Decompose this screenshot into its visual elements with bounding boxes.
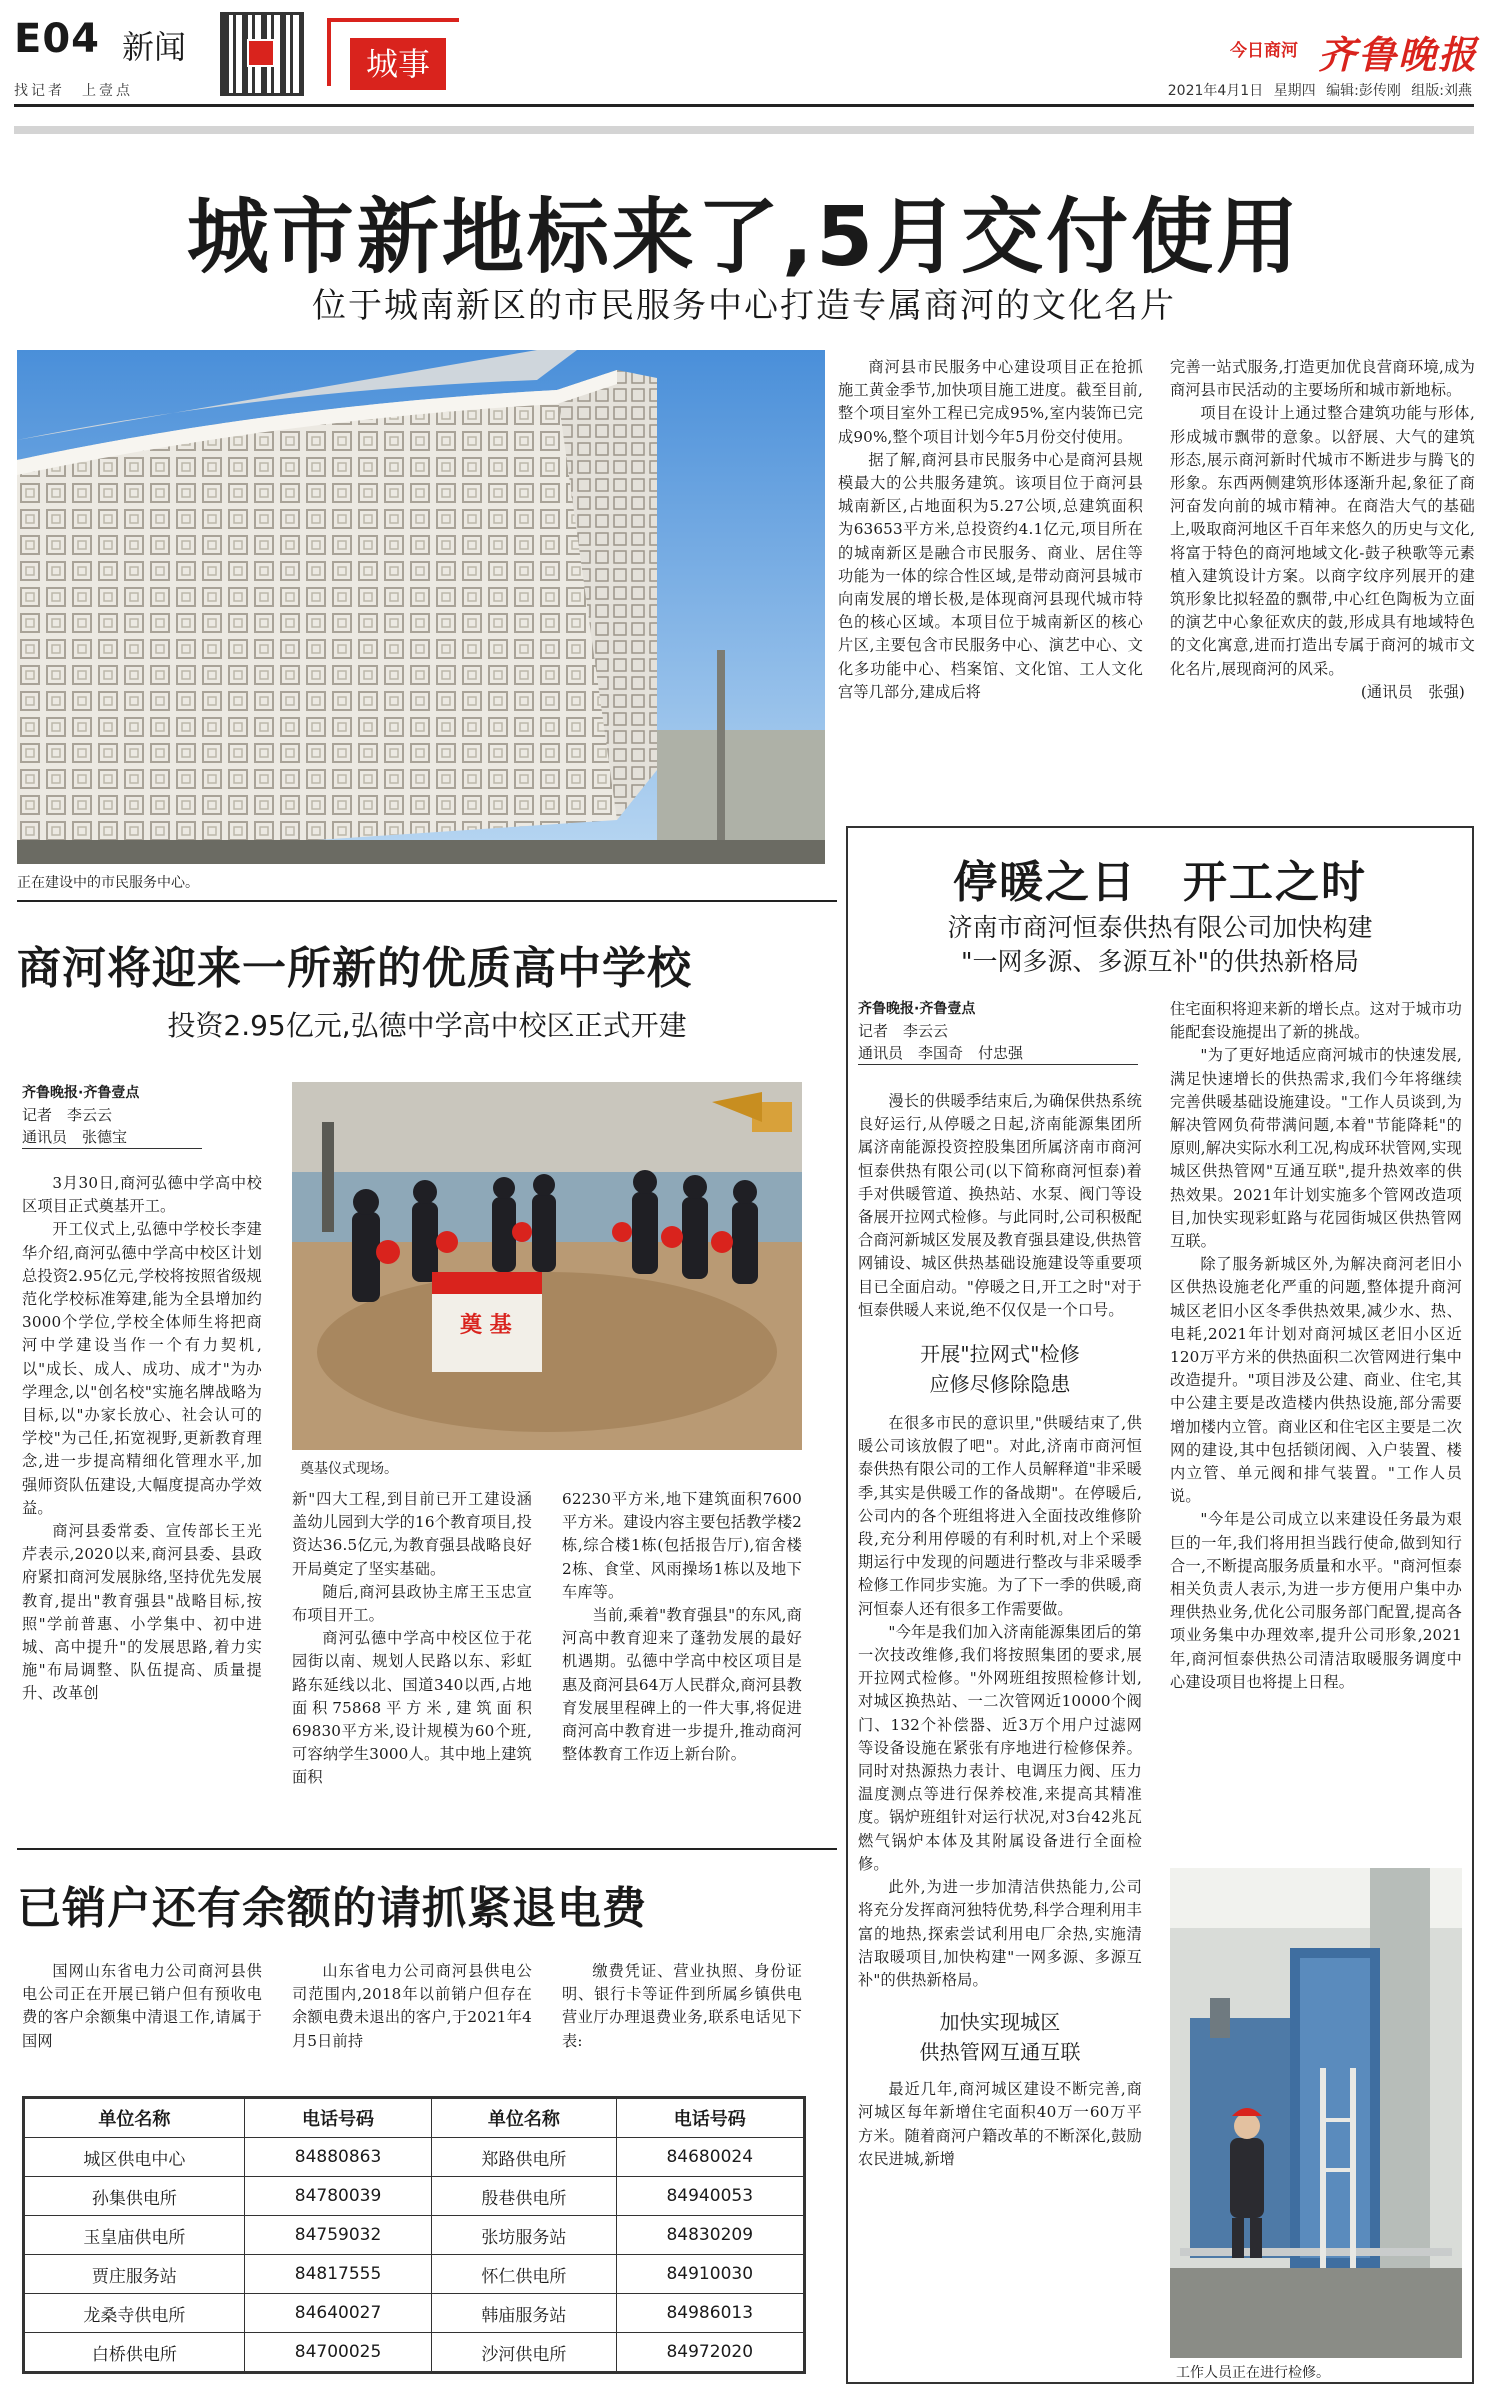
table-cell: 城区供电中心 xyxy=(25,2138,245,2177)
table-header: 单位名称 xyxy=(25,2099,245,2138)
heating-paragraph: "今年是公司成立以来建设任务最为艰巨的一年,我们将用担当践行使命,做到知行合一,不断提高服务质量和水平。"商河恒泰相关负责人表示,为进一步方便用户集中办理供热业务,优化公司服务部门配置,提高各项业务集中办理效率,提升公司形象,2021年,商河恒泰供热公司清洁取暖服务调度中心建设项目也将提上日程。 xyxy=(1170,1510,1462,1691)
power-paragraph: 国网山东省电力公司商河县供电公司正在开展已销户但有预收电费的客户余额集中清退工作,请属于国网 xyxy=(22,1962,262,2050)
table-row xyxy=(25,2294,804,2333)
school-subhead: 投资2.95亿元,弘德中学高中校区正式开建 xyxy=(167,1009,687,1042)
table-cell: 龙桑寺供电所 xyxy=(25,2294,245,2333)
heating-byline xyxy=(858,998,1138,1065)
heating-paragraph: "今年是我们加入济南能源集团后的第一次技改维修,我们将按照集团的要求,展开拉网式检修。"外网班组按照检修计划,对城区换热站、一二次管网近10000个阀门、132个补偿器、近3万个用户过滤网等设备设施在紧张有序地进行检修保养。同时对热源热力表计、电调压力阀、压力温度测点等进行保养校准,来提高其精准度。锅炉班组针对运行状况,对3台42兆瓦燃气锅炉本体及其附属设备进行全面检修。 xyxy=(858,1622,1142,1873)
ceremony-illustration xyxy=(292,1082,802,1450)
table-cell: 84986013 xyxy=(616,2294,803,2333)
school-column-a xyxy=(292,1488,532,1790)
table-cell: 84830209 xyxy=(616,2216,803,2255)
byline-correspondent: 通讯员 李国奇 付忠强 xyxy=(858,1044,1024,1062)
school-byline xyxy=(22,1082,202,1149)
table-cell: 韩庙服务站 xyxy=(432,2294,616,2333)
masthead-meta xyxy=(1168,80,1472,100)
heating-paragraph: 最近几年,商河城区建设不断完善,商河城区每年新增住宅面积40万一60万平方米。随着商河户籍改革的不断深化,鼓励农民进城,新增 xyxy=(858,2080,1142,2168)
table-cell: 84910030 xyxy=(616,2255,803,2294)
school-paragraph: 开工仪式上,弘德中学校长李建华介绍,商河弘德中学高中校区计划总投资2.95亿元,学校将按照省级规范化学校标准筹建,能为全县增加约3000个学位,学校全体师生将把商河中学建设当作一个有力契机,以"成长、成人、成功、成才"为办学理念,以"创名校"实施名牌战略为目标,以"办家长放心、社会认可的学校"为己任,拓宽视野,更新教育理念,进一步提高精细化管理水平,加强师资队伍建设,大幅度提高办学效益。 xyxy=(22,1220,262,1517)
table-header: 电话号码 xyxy=(244,2099,431,2138)
table-row xyxy=(25,2333,804,2372)
table-header: 单位名称 xyxy=(432,2099,616,2138)
school-bottom-rule xyxy=(17,1848,837,1850)
masthead-tagline: 找记者 上壹点 xyxy=(14,83,133,99)
heating-column-left xyxy=(858,1090,1142,2171)
table-cell: 玉皇庙供电所 xyxy=(25,2216,245,2255)
lead-headline: 城市新地标来了,5月交付使用 xyxy=(186,190,1302,285)
school-photo-caption: 奠基仪式现场。 xyxy=(300,1461,398,1477)
lead-bottom-rule xyxy=(17,900,837,902)
table-cell: 84680024 xyxy=(616,2138,803,2177)
brand-small: 今日商河 xyxy=(1230,41,1298,61)
school-column-left xyxy=(22,1172,262,1706)
designer: 组版:刘燕 xyxy=(1411,83,1472,99)
lead-paragraph: 据了解,商河县市民服务中心是商河县规模最大的公共服务建筑。该项目位于商河县城南新区,占地面积为5.27公顷,总建筑面积为63653平方米,总投资约4.1亿元,项目所在的城南新区是融合市民服务、商业、居住等功能为一体的综合性区域,是带动商河县城市向南发展的增长极,是体现商河县现代城市特色的核心区域。本项目位于城南新区的核心片区,主要包含市民服务中心、演艺中心、文化多功能中心、档案馆、文化馆、工人文化宫等几部分,建成后将 xyxy=(838,450,1143,701)
table-cell: 84817555 xyxy=(244,2255,431,2294)
lead-column-1 xyxy=(838,356,1143,704)
issue-weekday: 星期四 xyxy=(1273,83,1316,99)
byline-reporter: 记者 李云云 xyxy=(22,1106,113,1124)
power-column-2 xyxy=(292,1960,532,2053)
table-cell: 84940053 xyxy=(616,2177,803,2216)
school-paragraph: 62230平方米,地下建筑面积7600平方米。建设内容主要包括教学楼2栋,综合楼1栋(包括报告厅),宿舍楼2栋、食堂、风雨操场1栋以及地下车库等。 xyxy=(562,1490,802,1601)
heating-photo-caption: 工作人员正在进行检修。 xyxy=(1176,2365,1330,2381)
heating-subhead-1: 济南市商河恒泰供热有限公司加快构建 xyxy=(947,913,1373,942)
table-cell: 84880863 xyxy=(244,2138,431,2177)
column-tag: 城事 xyxy=(350,38,446,90)
table-cell: 白桥供电所 xyxy=(25,2333,245,2372)
lead-subhead: 位于城南新区的市民服务中心打造专属商河的文化名片 xyxy=(312,286,1176,326)
issue-date: 2021年4月1日 xyxy=(1167,83,1264,99)
lead-column-2 xyxy=(1170,356,1475,704)
table-row xyxy=(25,2138,804,2177)
table-cell: 沙河供电所 xyxy=(432,2333,616,2372)
heating-paragraph: 除了服务新城区外,为解决商河老旧小区供热设施老化严重的问题,整体提升商河城区老旧小区冬季供热效果,减少水、热、电耗,2021年计划对商河城区老旧小区近120万平方米的供热面积二次管网进行集中改造提升。"项目涉及公建、商业、住宅,其中公建主要是改造楼内供热设施,部分需要增加楼内立管。商业区和住宅区主要是二次网的建设,其中包括锁闭阀、入户装置、楼内立管、单元阀和排气装置。"工作人员说。 xyxy=(1170,1255,1462,1506)
heating-subtitle-1b: 应修尽修除隐患 xyxy=(929,1372,1071,1397)
table-cell: 贾庄服务站 xyxy=(25,2255,245,2294)
boiler-illustration xyxy=(1170,1868,1462,2358)
school-paragraph: 新"四大工程,到目前已开工建设涵盖幼儿园到大学的16个教育项目,投资达36.5亿元,为教育强县战略良好开局奠定了坚实基础。 xyxy=(292,1490,532,1578)
heating-column-right xyxy=(1170,998,1462,1694)
table-cell: 84972020 xyxy=(616,2333,803,2372)
table-cell: 84759032 xyxy=(244,2216,431,2255)
power-column-3 xyxy=(562,1960,802,2053)
table-cell: 怀仁供电所 xyxy=(432,2255,616,2294)
power-column-1 xyxy=(22,1960,262,2053)
table-row xyxy=(25,2255,804,2294)
table-cell: 84640027 xyxy=(244,2294,431,2333)
table-cell: 孙集供电所 xyxy=(25,2177,245,2216)
lead-credit: (通讯员 张强) xyxy=(1360,682,1465,701)
lead-paragraph: 商河县市民服务中心建设项目正在抢抓施工黄金季节,加快项目施工进度。截至目前,整个项目室外工程已完成95%,室内装饰已完成90%,整个项目计划今年5月份交付使用。 xyxy=(838,358,1143,446)
school-paragraph: 商河弘德中学高中校区位于花园街以南、规划人民路以东、彩虹路东延线以北、国道340以西,占地面积75868平方米,建筑面积69830平方米,设计规模为60个班,可容纳学生3000人。其中地上建筑面积 xyxy=(292,1629,532,1787)
table-row xyxy=(25,2177,804,2216)
section-name: 新闻 xyxy=(122,28,187,66)
contact-table xyxy=(24,2098,804,2372)
heating-subtitle-1: 开展"拉网式"检修 xyxy=(920,1342,1080,1367)
editor: 编辑:彭传刚 xyxy=(1326,83,1401,99)
heating-photo xyxy=(1170,1868,1462,2358)
table-header: 电话号码 xyxy=(616,2099,803,2138)
byline-outlet: 齐鲁晚报·齐鲁壹点 xyxy=(858,1001,976,1017)
masthead-rule xyxy=(14,104,1474,107)
heating-paragraph: 在很多市民的意识里,"供暖结束了,供暖公司该放假了吧"。对此,济南市商河恒泰供热有限公司的工作人员解释道"非采暖季,其实是供暖工作的备战期"。在停暖后,公司内的各个班组将进入全面技改维修阶段,充分利用停暖的有利时机,对上个采暖期运行中发现的问题进行整改与非采暖季检修工作同步实施。为了下一季的供暖,商河恒泰人还有很多工作需要做。 xyxy=(858,1414,1142,1618)
school-paragraph: 当前,乘着"教育强县"的东风,商河高中教育迎来了蓬勃发展的最好机遇期。弘德中学高中校区项目是惠及商河县64万人民群众,商河县教育发展里程碑上的一件大事,将促进商河高中教育进一步提升,推动商河整体教育工作迈上新台阶。 xyxy=(562,1606,802,1764)
heating-subtitle-2: 加快实现城区 xyxy=(939,2010,1061,2035)
masthead-shadow xyxy=(14,126,1474,134)
school-paragraph: 商河县委常委、宣传部长王光芹表示,2020以来,商河县委、县政府紧扣商河发展脉络,坚持优先发展教育,提出"教育强县"战略目标,按照"学前普惠、小学集中、初中进城、高中提升"的发展思路,着力实施"布局调整、队伍提高、质量提升、改革创 xyxy=(22,1522,262,1703)
table-row xyxy=(25,2216,804,2255)
table-cell: 张坊服务站 xyxy=(432,2216,616,2255)
byline-reporter: 记者 李云云 xyxy=(858,1022,949,1040)
heating-paragraph: "为了更好地适应商河城市的快速发展,满足快速增长的供热需求,我们今年将继续完善供暖基础设施建设。"工作人员谈到,为解决管网负荷带满问题,本着"节能降耗"的原则,解决实际水利工况,构成环状管网,实现城区供热管网"互通互联",提升热效率的供热效果。2021年计划实施多个管网改造项目,加快实现彩虹路与花园街城区供热管网互联。 xyxy=(1170,1046,1462,1251)
heating-subhead-2: "一网多源、多源互补"的供热新格局 xyxy=(961,947,1359,976)
heating-paragraph: 住宅面积将迎来新的增长点。这对于城市功能配套设施提出了新的挑战。 xyxy=(1170,1000,1462,1042)
lead-photo-caption: 正在建设中的市民服务中心。 xyxy=(17,875,199,891)
table-cell: 郑路供电所 xyxy=(432,2138,616,2177)
foundation-stone-text: 奠 基 xyxy=(460,1312,512,1338)
table-cell: 殷巷供电所 xyxy=(432,2177,616,2216)
power-headline: 已销户还有余额的请抓紧退电费 xyxy=(17,1883,647,1934)
heating-headline: 停暖之日 开工之时 xyxy=(953,857,1367,908)
heating-paragraph: 漫长的供暖季结束后,为确保供热系统良好运行,从停暖之日起,济南能源集团所属济南能源投资控股集团所属济南市商河恒泰供热有限公司(以下简称商河恒泰)着手对供暖管道、换热站、水泵、阀门等设备展开拉网式检修。与此同时,公司积极配合商河新城区发展及教育强县建设,供热管网铺设、城区供热基础设施建设等重要项目已全面启动。"停暖之日,开工之时"对于恒泰供暖人来说,绝不仅仅是一个口号。 xyxy=(858,1092,1142,1319)
school-photo xyxy=(292,1082,802,1450)
power-paragraph: 山东省电力公司商河县供电公司范围内,2018年以前销户但存在余额电费未退出的客户,于2021年4月5日前持 xyxy=(292,1962,532,2050)
heating-subtitle-2b: 供热管网互通互联 xyxy=(919,2040,1081,2065)
school-headline: 商河将迎来一所新的优质高中学校 xyxy=(17,943,692,994)
brand-logo: 齐鲁晚报 xyxy=(1318,32,1479,77)
power-contact-table xyxy=(22,2096,806,2374)
table-header-row xyxy=(25,2099,804,2138)
page-number: E04 xyxy=(14,16,100,62)
table-cell: 84780039 xyxy=(244,2177,431,2216)
heating-paragraph: 此外,为进一步加清洁供热能力,公司将充分发挥商河独特优势,科学合理利用丰富的地热,探索尝试利用电厂余热,实施清洁取暖项目,加快构建"一网多源、多源互补"的供热新格局。 xyxy=(858,1878,1142,1989)
school-column-b xyxy=(562,1488,802,1766)
byline-outlet: 齐鲁晚报·齐鲁壹点 xyxy=(22,1085,140,1101)
school-paragraph: 3月30日,商河弘德中学高中校区项目正式奠基开工。 xyxy=(22,1174,262,1216)
lead-paragraph: 项目在设计上通过整合建筑功能与形体,形成城市飘带的意象。以舒展、大气的建筑形态,展示商河新时代城市不断进步与腾飞的形象。东西两侧建筑形体逐渐升起,象征了商河奋发向前的城市精神。在商浩大气的基础上,吸取商河地区千百年来悠久的历史与文化,将富于特色的商河地域文化-鼓子秧歌等元素植入建筑设计方案。以商字纹序列展开的建筑形象比拟轻盈的飘带,中心红色陶板为立面的演艺中心象征欢庆的鼓,形成具有地域特色的文化寓意,进而打造出专属于商河的城市文化名片,展现商河的风采。 xyxy=(1170,404,1475,678)
school-paragraph: 随后,商河县政协主席王玉忠宣布项目开工。 xyxy=(292,1582,532,1625)
lead-photo xyxy=(17,350,825,864)
qr-code-center xyxy=(247,39,275,67)
lead-paragraph: 完善一站式服务,打造更加优良营商环境,成为商河县市民活动的主要场所和城市新地标。 xyxy=(1170,358,1475,400)
building-illustration xyxy=(17,350,825,864)
table-cell: 84700025 xyxy=(244,2333,431,2372)
power-paragraph: 缴费凭证、营业执照、身份证明、银行卡等证件到所属乡镇供电营业厅办理退费业务,联系电话见下表: xyxy=(562,1962,802,2050)
byline-correspondent: 通讯员 张德宝 xyxy=(22,1128,128,1146)
